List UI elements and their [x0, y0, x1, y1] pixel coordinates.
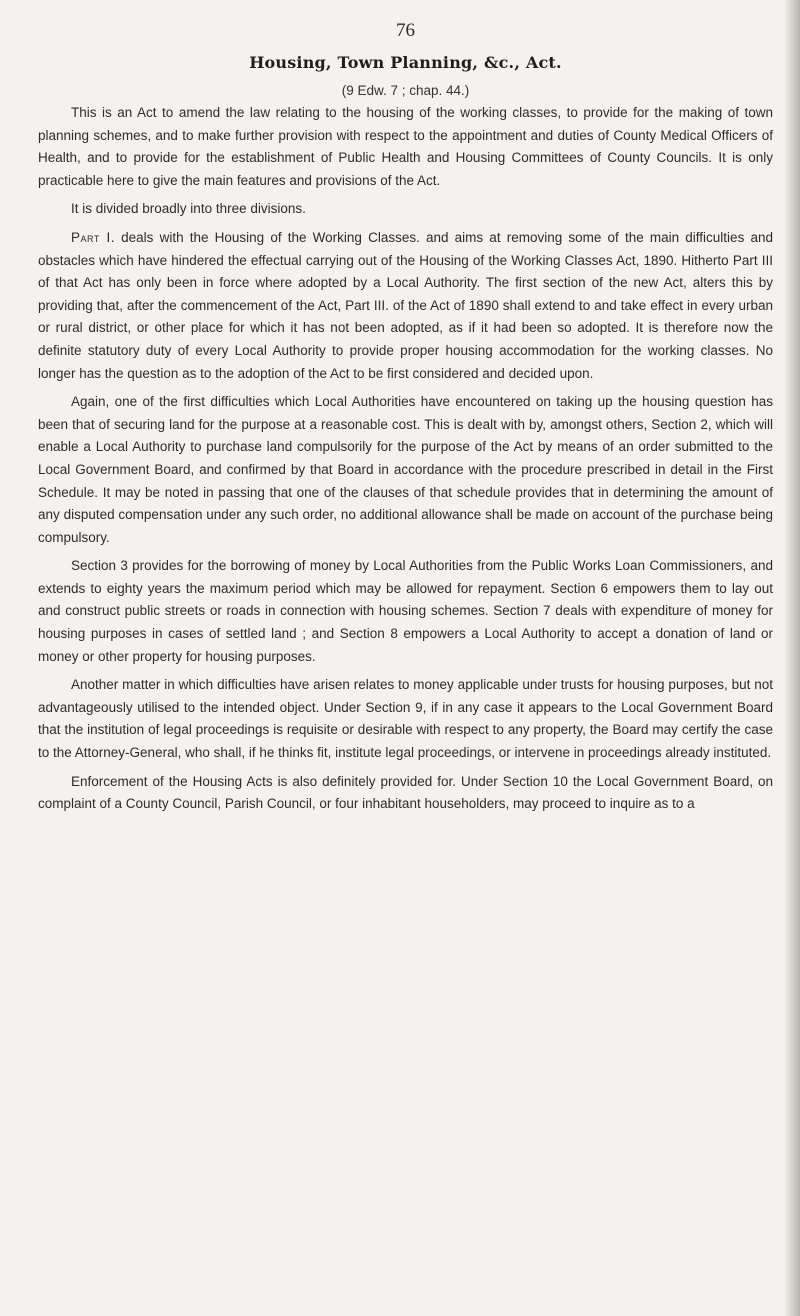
document-page	[38, 20, 773, 822]
paragraph-enforcement: Enforcement of the Housing Acts is also definitely provided for. Under Section 10 the Local Government Board, on complaint of a County Council, Parish Council, or four inhabitant householders, may proceed to inquire as to a	[38, 773, 773, 812]
paragraph-land-purchase: Again, one of the first difficulties which Local Authorities have encountered on taking up the housing question has been that of securing land for the purpose at a reasonable cost. This is dealt with by, amongst others, Section 2, which will enable a Local Authority to purchase land compulsorily for the purpose of the Act by means of an order submitted to the Local Government Board, and confirmed by that Board in accordance with the procedure prescribed in detail in the First Schedule. It may be noted in passing that one of the clauses of that schedule provides that in determining the amount of any disputed compensation under any such order, no additional allowance shall be made on account of the purchase being compulsory.	[38, 394, 773, 545]
paragraph-borrowing: Section 3 provides for the borrowing of money by Local Authorities from the Public Works Loan Commissioners, and extends to eighty years the maximum period which may be allowed for repayment. Section 6 empowers them to lay out and construct public streets or roads in connection with housing schemes. Section 7 deals with expenditure of money for housing purposes in cases of settled land ; and Section 8 empowers a Local Authority to accept a donation of land or money or other property for housing purposes.	[38, 558, 773, 664]
paragraph-trusts: Another matter in which difficulties have arisen relates to money applicable under trusts for housing purposes, but not advantageously utilised to the intended object. Under Section 9, if in any case it appears to the Local Government Board that the institution of legal proceedings is requisite or desirable with respect to any property, the Board may certify the case to the Attorney-General, who shall, if he thinks fit, institute legal proceedings, or intervene in proceedings already instituted.	[38, 677, 773, 761]
paragraph-part-one	[38, 227, 773, 385]
page-title: Housing, Town Planning, &c., Act.	[249, 53, 562, 72]
paragraph-intro: This is an Act to amend the law relating to the housing of the working classes, to provide for the making of town planning schemes, and to make further provision with respect to the appointment and duties of County Medical Officers of Health, and to provide for the establishment of Public Health and Housing Committees of County Councils. It is only practicable here to give the main features and provisions of the Act.	[38, 105, 773, 188]
part-one-text: deals with the Housing of the Working Classes. and aims at removing some of the main difficulties and obstacles which have hindered the effectual carrying out of the Housing of the Working Classes Act, 1890. Hitherto Part III of that Act has only been in force where adopted by a Local Authority. The first section of the new Act, alters this by providing that, after the commencement of the Act, Part III. of the Act of 1890 shall extend to and take effect in every urban or rural district, or other place for which it has not been adopted, as if it had been so adopted. It is therefore now the definite statutory duty of every Local Authority to provide proper housing accommodation for the working classes. No longer has the question as to the adoption of the Act to be first considered and decided upon.	[38, 229, 773, 381]
paragraph-divisions: It is divided broadly into three divisions.	[71, 201, 306, 217]
page-number: 76	[396, 20, 415, 41]
act-citation: (9 Edw. 7 ; chap. 44.)	[341, 83, 470, 98]
part-one-lead: Part I.	[71, 229, 115, 245]
page-edge-shadow	[784, 0, 800, 1316]
